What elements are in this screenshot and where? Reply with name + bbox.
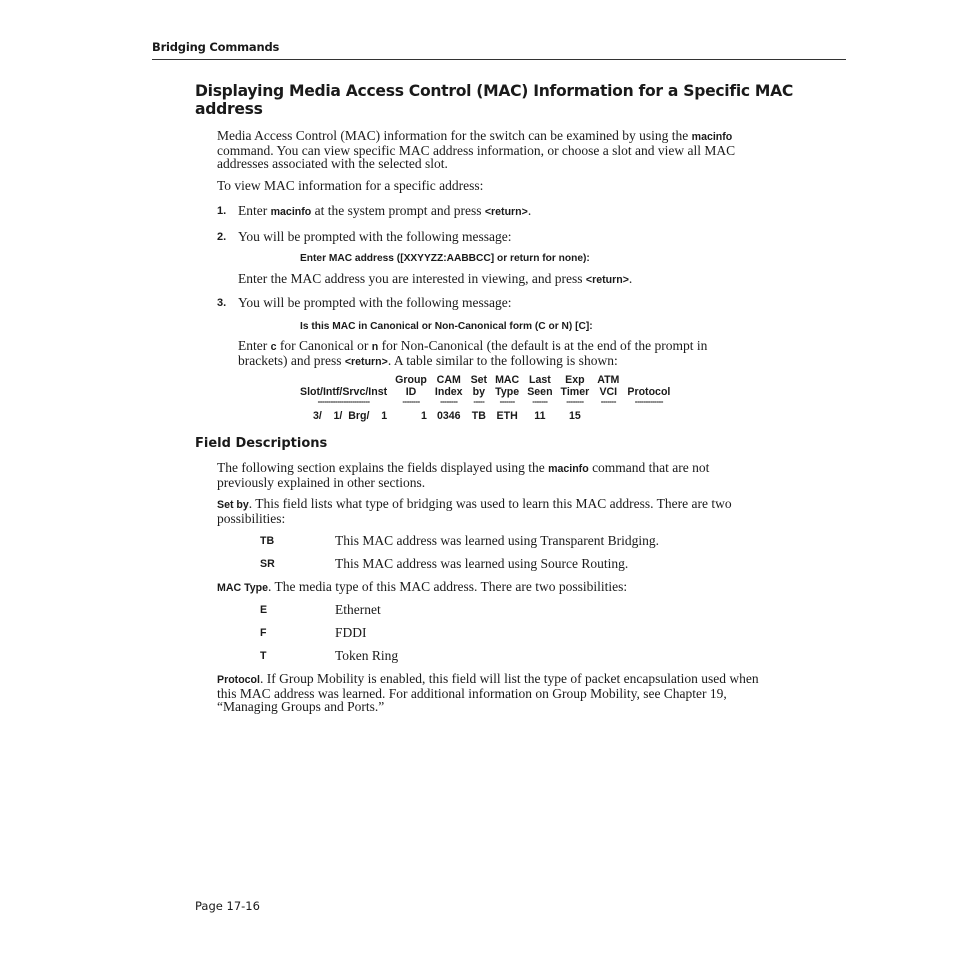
table-header: Index [434,386,463,398]
mac-type-desc: . The media type of this MAC address. There are two possibilities: [268,579,628,594]
set-by-term: Set by [217,499,249,511]
table-header: Last [528,374,551,386]
table-header: Seen [527,386,553,398]
table-cell: 0346 [436,410,461,422]
table-divider: ------- [600,397,616,406]
table-header: Type [495,386,520,398]
definition-term: E [260,604,268,616]
page-number: Page 17-16 [195,899,260,913]
mac-type-description [217,580,762,595]
noncanonical-key: n [371,341,379,353]
table-cell: 1 [421,410,427,422]
fd-intro-b: command that are not previously explained in other sections. [217,460,710,490]
header-rule [152,59,846,60]
field-descriptions-heading: Field Descriptions [195,436,328,451]
section-title: Displaying Media Access Control (MAC) Information for a Specific MAC address [195,82,794,118]
table-header [623,374,674,386]
definition-desc: This MAC address was learned using Source Routing. [335,556,629,571]
table-header: Group [395,374,427,386]
table-header: Slot/Intf/Srvc/Inst [300,386,388,398]
system-prompt: Is this MAC in Canonical or Non-Canonical form (C or N) [C]: [300,321,593,332]
table-header: ATM [597,374,620,386]
step-text-c: . [527,203,532,218]
follow-text-d: for Non-Canonical (the default is at the end of the prompt in brackets) and press [238,338,708,368]
return-key: <return> [585,274,629,286]
table-header: ID [405,386,417,398]
return-key: <return> [484,206,528,218]
step-text: You will be prompted with the following message: [238,229,512,244]
macinfo-command: macinfo [548,463,589,475]
table-header: Timer [560,386,590,398]
step-number: 3. [217,297,227,309]
table-divider: ----- [473,397,485,406]
table-cell: 15 [568,410,581,422]
running-header: Bridging Commands [152,40,280,54]
table-header: Exp [565,374,585,386]
definition-desc: FDDI [335,625,367,640]
table-header: Protocol [627,386,671,398]
protocol-description [217,672,762,713]
table-cell: ETH [496,410,518,422]
table-header: Set [470,374,488,386]
intro-paragraph-2: To view MAC information for a specific address: [217,178,484,193]
step-follow-text [238,272,758,287]
follow-text-a: Enter [238,338,268,353]
definition-desc: Ethernet [335,602,381,617]
table-header: VCI [599,386,618,398]
table-divider: -------- [566,397,584,406]
field-descriptions-intro [217,461,762,489]
mac-type-term: MAC Type [217,582,269,594]
table-divider-row [296,398,674,408]
step-number: 1. [217,205,227,217]
set-by-description [217,497,762,525]
table-cell [593,408,623,422]
step-follow-text [238,339,758,369]
definition-term: T [260,650,267,662]
definition-term: F [260,627,267,639]
table-header: CAM [436,374,461,386]
table-cell: 11 [534,410,546,422]
table-divider: ------- [499,397,515,406]
follow-text-b: . [628,271,633,286]
step-number: 2. [217,231,227,243]
intro-text-b: command. You can view specific MAC address information, or choose a slot and view all MAC addresses associated with the selected slot. [217,143,736,171]
step-text: You will be prompted with the following message: [238,295,512,310]
macinfo-command: macinfo [691,131,733,143]
table-header: by [472,386,486,398]
definition-term: TB [260,535,275,547]
mac-info-table [296,374,674,422]
table-header-row [296,374,674,386]
intro-paragraph [217,129,762,170]
table-divider: -------- [402,397,420,406]
definition-desc: This MAC address was learned using Transparent Bridging. [335,533,659,548]
system-prompt: Enter MAC address ([XXYYZZ:AABBCC] or return for none): [300,253,590,264]
definition-term: SR [260,558,275,570]
follow-text-b: for Canonical or [279,338,369,353]
step-text-b: at the system prompt and press [314,203,482,218]
table-divider: ------- [532,397,548,406]
table-divider: -------- [440,397,458,406]
return-key: <return> [344,356,388,368]
step-text [238,204,758,219]
table-header: MAC [495,374,520,386]
protocol-term: Protocol [217,674,260,686]
fd-intro-a: The following section explains the fields displayed using the [217,460,545,475]
table-cell: TB [471,410,486,422]
table-cell [623,408,674,422]
follow-text-a: Enter the MAC address you are interested in viewing, and press [238,271,583,286]
protocol-desc: . If Group Mobility is enabled, this field will list the type of packet encapsulation used when this MAC address was learned. For additional information on Group Mobility, see Chapter 19, “Managing Groups and Ports.” [217,671,759,714]
intro-text-a: Media Access Control (MAC) information for the switch can be examined by using the [217,128,689,143]
table-header [296,374,391,386]
table-row [296,408,674,422]
step-text-a: Enter [238,203,268,218]
set-by-desc: . This field lists what type of bridging was used to learn this MAC address. There are two possibilities: [217,496,732,526]
table-cell: 3/ 1/ Brg/ 1 [312,410,388,422]
definition-desc: Token Ring [335,648,399,663]
table-divider: ------------- [634,397,663,406]
table-divider: ------------------------ [317,397,370,406]
follow-text-e: . A table similar to the following is shown: [387,353,618,368]
canonical-key: c [270,341,277,353]
macinfo-command: macinfo [270,206,312,218]
